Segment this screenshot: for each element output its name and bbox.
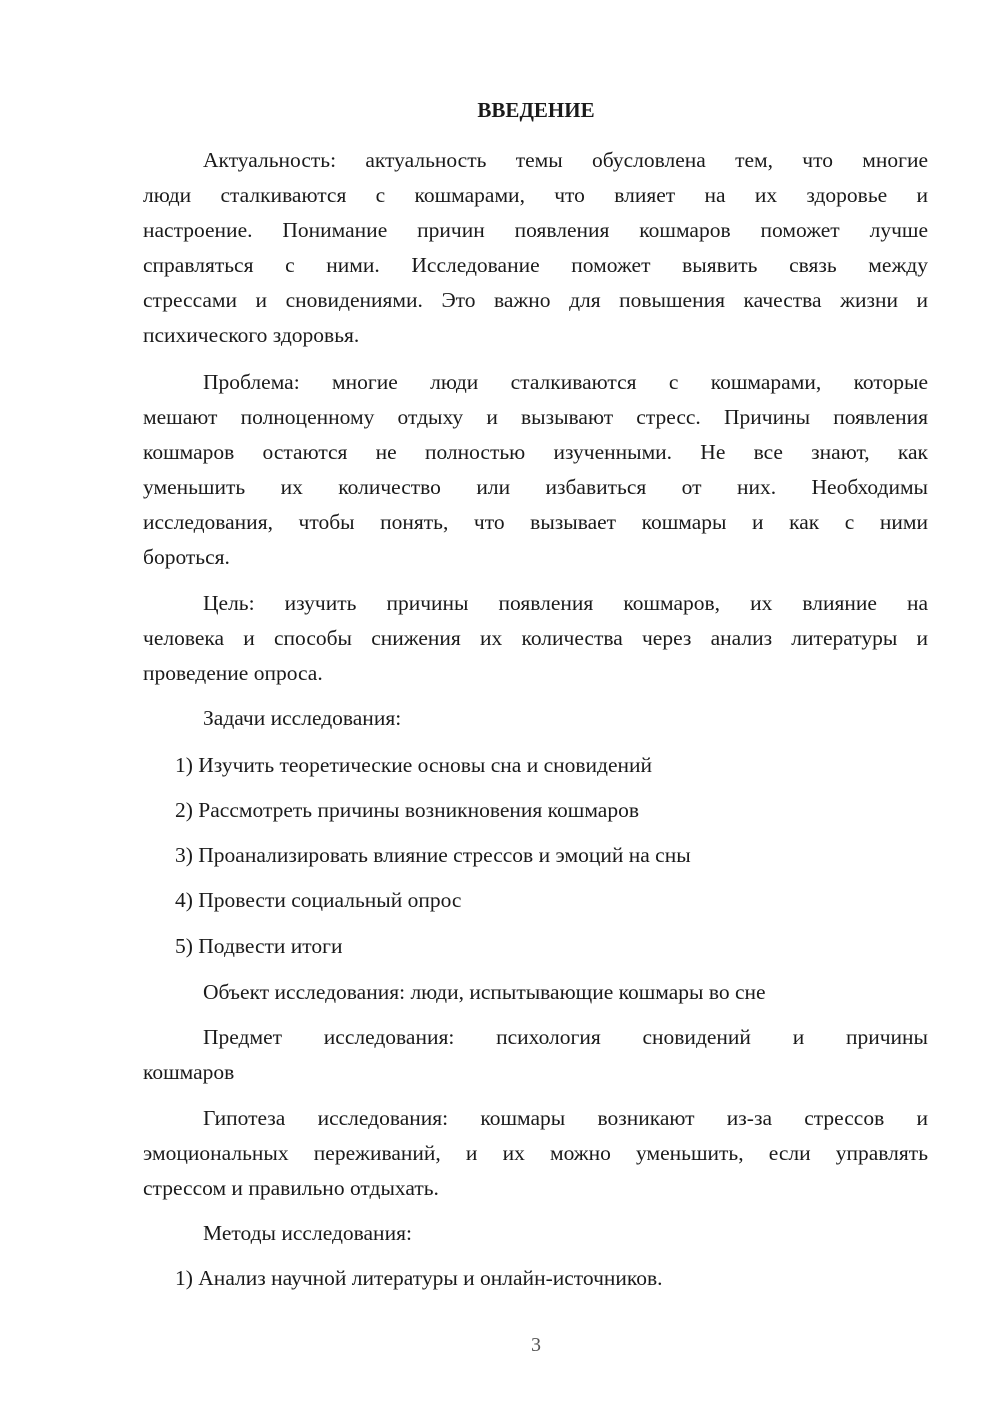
- text-line: Методы исследования:: [203, 1221, 412, 1245]
- text-line: проведение опроса.: [143, 661, 323, 685]
- text-line: Актуальность: актуальность темы обусловлена тем, что многие: [203, 148, 928, 172]
- text-line: стрессами и сновидениями. Это важно для повышения качества жизни и: [143, 288, 928, 312]
- task-item: [143, 883, 928, 918]
- text-line: стрессом и правильно отдыхать.: [143, 1176, 439, 1200]
- text-line: Предмет исследования: психология сновидений и причины: [203, 1025, 928, 1049]
- tasks-heading: [143, 701, 928, 736]
- text-line: 4) Провести социальный опрос: [175, 888, 462, 912]
- text-line: человека и способы снижения их количества через анализ литературы и: [143, 626, 928, 650]
- object-paragraph: [143, 975, 928, 1010]
- text-line: эмоциональных переживаний, и их можно уменьшить, если управлять: [143, 1141, 928, 1165]
- problem-paragraph: [143, 365, 928, 575]
- page-number: 3: [531, 1334, 541, 1356]
- text-line: 1) Анализ научной литературы и онлайн-источников.: [175, 1266, 663, 1290]
- text-line: кошмаров остаются не полностью изученными. Не все знают, как: [143, 440, 928, 464]
- text-line: Гипотеза исследования: кошмары возникают из-за стрессов и: [203, 1106, 928, 1130]
- goal-paragraph: [143, 586, 928, 691]
- text-line: справляться с ними. Исследование поможет выявить связь между: [143, 253, 928, 277]
- text-line: уменьшить их количество или избавиться от них. Необходимы: [143, 475, 928, 499]
- hypothesis-paragraph: [143, 1101, 928, 1206]
- section-title: ВВЕДЕНИЕ: [477, 98, 595, 122]
- task-item: [143, 748, 928, 783]
- text-line: исследования, чтобы понять, что вызывает кошмары и как с ними: [143, 510, 928, 534]
- text-line: 2) Рассмотреть причины возникновения кошмаров: [175, 798, 639, 822]
- text-line: 5) Подвести итоги: [175, 934, 343, 958]
- text-line: 1) Изучить теоретические основы сна и сновидений: [175, 753, 653, 777]
- text-line: психического здоровья.: [143, 323, 360, 347]
- text-line: кошмаров: [143, 1060, 235, 1084]
- task-item: [143, 793, 928, 828]
- text-line: Объект исследования: люди, испытывающие кошмары во сне: [203, 980, 766, 1004]
- methods-heading: [143, 1216, 928, 1251]
- text-line: мешают полноценному отдыху и вызывают стресс. Причины появления: [143, 405, 928, 429]
- text-line: бороться.: [143, 545, 230, 569]
- text-line: люди сталкиваются с кошмарами, что влияет на их здоровье и: [143, 183, 928, 207]
- task-item: [143, 838, 928, 873]
- text-line: настроение. Понимание причин появления кошмаров поможет лучше: [143, 218, 928, 242]
- text-line: 3) Проанализировать влияние стрессов и эмоций на сны: [175, 843, 691, 867]
- task-item: [143, 929, 928, 964]
- text-line: Цель: изучить причины появления кошмаров, их влияние на: [203, 591, 928, 615]
- method-item: [143, 1261, 928, 1296]
- relevance-paragraph: [143, 143, 928, 353]
- text-line: Задачи исследования:: [203, 706, 402, 730]
- text-line: Проблема: многие люди сталкиваются с кошмарами, которые: [203, 370, 928, 394]
- subject-paragraph: [143, 1020, 928, 1090]
